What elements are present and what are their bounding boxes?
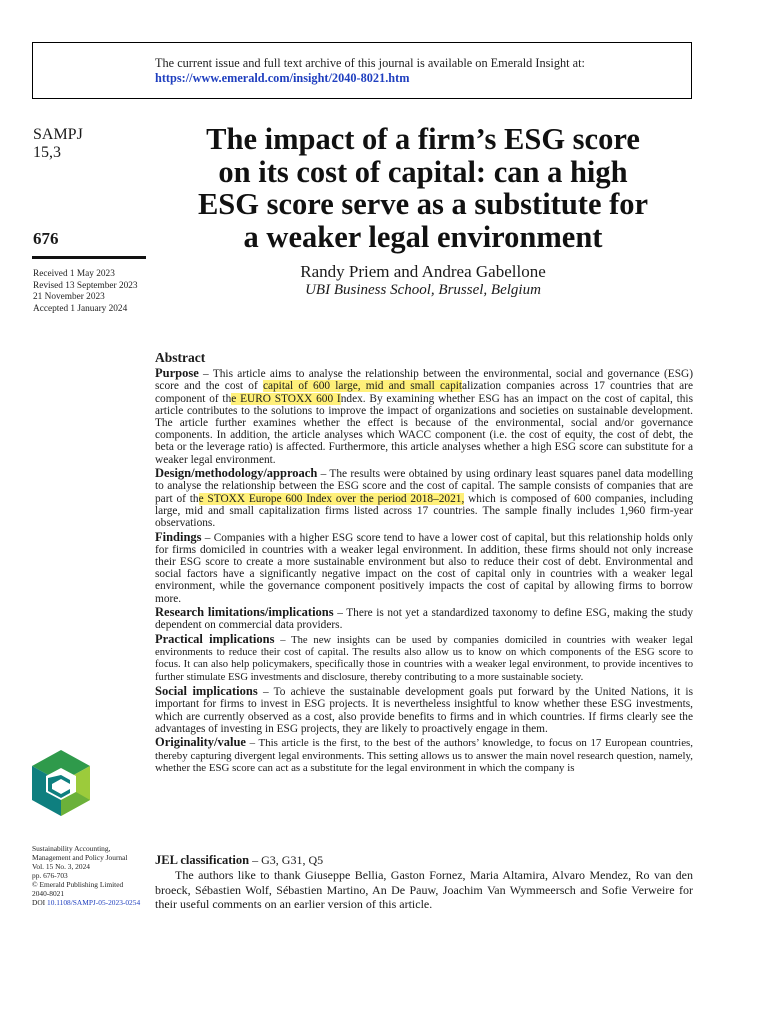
footer-doi-row (32, 898, 147, 907)
research-text: – There is not yet a standardized taxonomy to define ESG, making the study dependent on commercial data providers. (155, 607, 693, 632)
date-received: Received 1 May 2023 (33, 269, 115, 279)
date-accepted: Accepted 1 January 2024 (33, 303, 128, 314)
date-revised-1: Revised 13 September 2023 (33, 280, 138, 291)
jel-label: JEL classification (155, 853, 250, 867)
design-highlight: e STOXX Europe 600 Index over the period 2018–2021, (198, 492, 465, 505)
originality-label: Originality/value (155, 735, 246, 750)
abstract-research-limitations (155, 606, 693, 631)
emerald-logo-icon (30, 748, 92, 818)
authors: Randy Priem and Andrea Gabellone (300, 262, 546, 281)
abstract (155, 352, 693, 775)
archive-banner (32, 42, 692, 99)
doi-label: DOI (32, 898, 46, 907)
affiliation: UBI Business School, Brussel, Belgium (305, 282, 541, 298)
design-label: Design/methodology/approach (155, 466, 318, 481)
banner-text: The current issue and full text archive of this journal is available on Emerald Insight at: (155, 56, 585, 70)
research-label: Research limitations/implications (155, 605, 334, 620)
journal-footer (32, 844, 147, 907)
social-text: – To achieve the sustainable development goals put forward by the United Nations, it is important for firms to invest in ESG projects. It is nevertheless insightful to know whether these ESG investments, which are currently observed as a cost, also provide benefits to firms and in which countries. If firms clearly see the advantages of investing in ESG projects, they are likely to proactively engage in them. (155, 686, 694, 735)
footer-line-6: 2040-8021 (32, 889, 65, 898)
abstract-practical (155, 633, 693, 684)
purpose-highlight-2: e EURO STOXX 600 I (231, 392, 341, 405)
practical-label: Practical implications (155, 632, 275, 647)
findings-text: – Companies with a higher ESG score tend to have a lower cost of capital, but this relationship holds only for firms domiciled in countries with a weaker legal environment. In addition, these firms should not only increase their ESG score to create a more sustainable environment but also to reduce their cost of debt. Environmental and social factors have a significantly negative impact on the cost of capital only in countries with a weaker legal environment, while the governance component positively impacts the cost of capital by allowing firms to borrow more. (155, 531, 693, 605)
purpose-highlight-1: capital of 600 large, mid and small capit (262, 380, 463, 393)
abstract-purpose (155, 367, 693, 466)
purpose-text-1: – This article aims to analyse the relationship between the environmental, social and governance (ESG) score and the cost of (155, 368, 693, 393)
footer-line-1: Sustainability Accounting, (32, 844, 111, 853)
abstract-design (155, 467, 693, 529)
footer-line-5: © Emerald Publishing Limited (32, 880, 124, 889)
title-line-2: on its cost of capital: can a high (218, 154, 628, 189)
footer-line-4: pp. 676-703 (32, 871, 68, 880)
journal-info (33, 126, 83, 162)
title-line-1: The impact of a firm’s ESG score (206, 122, 640, 156)
design-text-2: which is composed of 600 companies, including large, mid and small capitalization firms listed across 17 countries. The sample finally includes 1,960 firm-year observations. (155, 492, 693, 530)
title-line-3: ESG score serve as a substitute for (197, 187, 649, 221)
article-dates (33, 269, 138, 315)
jel-text: – G3, G31, Q5 (249, 853, 324, 867)
volume-issue: 15,3 (33, 144, 61, 161)
footer-line-3: Vol. 15 No. 3, 2024 (32, 862, 90, 871)
footer-line-2: Management and Policy Journal (32, 853, 128, 862)
design-text-1: – The results were obtained by using ordinary least squares panel data modelling to analyse the relationship between the ESG score and the cost of capital. The sample consists of companies that are part of th (155, 468, 693, 505)
title-line-4: a weaker legal environment (243, 219, 603, 254)
purpose-label: Purpose (155, 366, 199, 381)
margin-rule (32, 256, 146, 259)
acknowledgement: The authors like to thank Giuseppe Bellia, Gaston Fornez, Maria Altamira, Alvaro Mendez, Ro van den broeck, Sébastien Wolf, Sébastien Martino, An De Pauw, Joachim Van Wymmeersch and Sofie Verweire for their useful comments on an earlier version of this article. (155, 868, 693, 911)
journal-archive-link[interactable]: https://www.emerald.com/insight/2040-8021.htm (155, 71, 410, 85)
practical-text: – The new insights can be used by companies domiciled in countries with weaker legal environments to reduce their cost of capital. The results also allow us to know on which components of the ESG score to focus. It can also help policymakers, specifically those in countries with a weaker legal environment, to provide incentives to further stimulate ESG investments and disclosure, thereby contributing to a more sustainable society. (155, 635, 694, 683)
doi-link[interactable]: 10.1108/SAMPJ-05-2023-0254 (47, 898, 141, 907)
abstract-findings (155, 531, 693, 605)
abstract-originality (155, 736, 693, 774)
abstract-heading: Abstract (155, 350, 206, 365)
social-label: Social implications (155, 684, 258, 699)
purpose-text-2: alization companies across 17 countries that are component of th (155, 380, 693, 405)
abstract-social (155, 685, 693, 735)
date-revised-2: 21 November 2023 (33, 292, 105, 302)
purpose-text-3: ndex. By examining whether ESG has an impact on the cost of capital, this article contributes to the solutions to improve the impact of organizations and societies on sustainable development. The article further examines whether the effect is because of the environmental, social and/or governance components. In addition, the article analyses which WACC component (i.e. the cost of equity, the cost of debt, the beta or the leverage ratio) is affected. Furthermore, this article analyses whether a high ESG score can substitute for a weaker legal environment. (155, 392, 693, 466)
findings-label: Findings (155, 529, 202, 544)
originality-text: – This article is the first, to the best of the authors’ knowledge, to focus on 17 European countries, thereby capturing divergent legal environments. This setting allows us to answer the main novel research question, namely, whether the ESG score can act as a substitute for the legal environment in which the company is (155, 737, 693, 774)
banner-text-block (155, 56, 585, 86)
journal-abbrev: SAMPJ (33, 126, 83, 143)
article-title (150, 123, 696, 253)
page-number: 676 (33, 229, 59, 248)
jel-classification (155, 853, 693, 868)
